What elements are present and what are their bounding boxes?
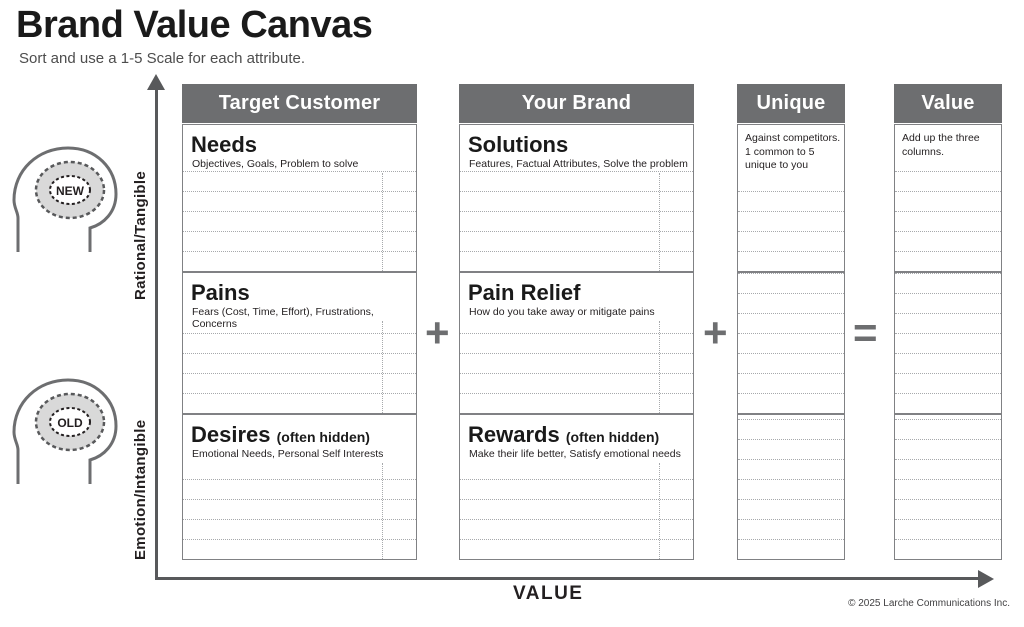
write-line[interactable]	[183, 353, 416, 373]
panel-needs[interactable]	[182, 124, 417, 272]
write-line[interactable]	[738, 393, 844, 413]
write-line[interactable]	[460, 479, 693, 499]
write-line[interactable]	[183, 191, 416, 211]
panel-value-middle[interactable]	[894, 272, 1002, 414]
panel-rewards[interactable]	[459, 414, 694, 560]
panel-desc-rewards: Make their life better, Satisfy emotional needs	[469, 448, 681, 461]
panel-desc-pain-relief: How do you take away or mitigate pains	[469, 306, 655, 319]
panel-unique-bottom[interactable]	[737, 414, 845, 560]
persona-head-old-icon	[8, 372, 128, 492]
write-line[interactable]	[738, 231, 844, 251]
write-line[interactable]	[895, 539, 1001, 559]
persona-label-new: NEW	[56, 184, 84, 198]
panel-desc-solutions: Features, Factual Attributes, Solve the problem	[469, 158, 688, 171]
write-line[interactable]	[895, 373, 1001, 393]
write-line[interactable]	[183, 519, 416, 539]
write-line[interactable]	[895, 231, 1001, 251]
write-line[interactable]	[460, 191, 693, 211]
write-line[interactable]	[895, 313, 1001, 333]
write-line[interactable]	[738, 519, 844, 539]
write-lines-desires[interactable]	[183, 479, 416, 559]
write-line[interactable]	[460, 333, 693, 353]
panel-title-needs: Needs	[191, 132, 258, 157]
write-line[interactable]	[460, 393, 693, 413]
write-line[interactable]	[460, 373, 693, 393]
write-line[interactable]	[895, 293, 1001, 313]
panel-title-rewards	[468, 423, 693, 446]
vertical-axis-line	[155, 88, 158, 580]
write-line[interactable]	[738, 273, 844, 293]
write-line[interactable]	[895, 333, 1001, 353]
write-line[interactable]	[183, 499, 416, 519]
write-line[interactable]	[738, 539, 844, 559]
write-line[interactable]	[895, 439, 1001, 459]
horizontal-axis-arrow-icon	[978, 570, 994, 588]
write-line[interactable]	[738, 499, 844, 519]
write-line[interactable]	[895, 273, 1001, 293]
panel-title-solutions: Solutions	[468, 132, 569, 157]
axis-label-rational: Rational/Tangible	[132, 171, 149, 300]
write-lines-needs[interactable]	[183, 171, 416, 271]
write-line[interactable]	[895, 479, 1001, 499]
write-line[interactable]	[738, 459, 844, 479]
write-line[interactable]	[738, 211, 844, 231]
write-lines-unique-middle[interactable]	[738, 273, 844, 413]
write-line[interactable]	[895, 393, 1001, 413]
column-header-your-brand: Your Brand	[459, 84, 694, 123]
panel-title-desires-text: Desires	[191, 422, 271, 447]
write-line[interactable]	[895, 459, 1001, 479]
panel-unique-middle[interactable]	[737, 272, 845, 414]
panel-desc-pains: Fears (Cost, Time, Effort), Frustrations, Concerns	[192, 306, 374, 331]
write-line[interactable]	[460, 171, 693, 191]
write-line[interactable]	[738, 353, 844, 373]
write-line[interactable]	[738, 251, 844, 271]
write-line[interactable]	[895, 171, 1001, 191]
panel-desires[interactable]	[182, 414, 417, 560]
panel-solutions[interactable]	[459, 124, 694, 272]
panel-desc-unique: Against competitors. 1 common to 5 unique to you	[745, 132, 841, 172]
panel-pain-relief[interactable]	[459, 272, 694, 414]
axis-label-value: VALUE	[513, 583, 584, 604]
panel-value-bottom[interactable]	[894, 414, 1002, 560]
write-line[interactable]	[460, 231, 693, 251]
write-line[interactable]	[738, 191, 844, 211]
panel-unique-top[interactable]	[737, 124, 845, 272]
write-lines-unique-top[interactable]	[738, 191, 844, 271]
write-lines-solutions[interactable]	[460, 171, 693, 271]
column-header-target-customer: Target Customer	[182, 84, 417, 123]
panel-title-desires-note: (often hidden)	[276, 429, 370, 445]
panel-value-top[interactable]	[894, 124, 1002, 272]
write-lines-pains[interactable]	[183, 333, 416, 413]
write-line[interactable]	[895, 191, 1001, 211]
panel-desc-needs: Objectives, Goals, Problem to solve	[192, 158, 359, 171]
write-line[interactable]	[183, 373, 416, 393]
write-line[interactable]	[738, 419, 844, 439]
page-title: Brand Value Canvas	[16, 4, 373, 46]
copyright-notice: © 2025 Larche Communications Inc.	[848, 598, 1010, 609]
write-line[interactable]	[183, 231, 416, 251]
write-line[interactable]	[738, 479, 844, 499]
panel-desc-desires: Emotional Needs, Personal Self Interests	[192, 448, 384, 461]
write-lines-pain-relief[interactable]	[460, 333, 693, 413]
panel-title-desires	[191, 423, 416, 446]
persona-label-old: OLD	[57, 416, 83, 430]
write-line[interactable]	[460, 251, 693, 271]
panel-title-pain-relief: Pain Relief	[468, 280, 581, 305]
write-line[interactable]	[183, 211, 416, 231]
write-line[interactable]	[183, 539, 416, 559]
panel-title-rewards-text: Rewards	[468, 422, 560, 447]
write-line[interactable]	[895, 251, 1001, 271]
write-line[interactable]	[738, 313, 844, 333]
write-line[interactable]	[183, 479, 416, 499]
persona-head-new-icon	[8, 140, 128, 260]
write-line[interactable]	[738, 439, 844, 459]
panel-title-rewards-note: (often hidden)	[565, 429, 660, 445]
axis-label-emotional: Emotion/Intangible	[132, 419, 149, 560]
write-line[interactable]	[183, 333, 416, 353]
write-line[interactable]	[895, 353, 1001, 373]
write-line[interactable]	[460, 499, 693, 519]
write-lines-value-top[interactable]	[895, 171, 1001, 271]
panel-pains[interactable]	[182, 272, 417, 414]
write-line[interactable]	[460, 353, 693, 373]
write-line[interactable]	[460, 519, 693, 539]
write-line[interactable]	[895, 519, 1001, 539]
panel-desc-value: Add up the three columns.	[902, 132, 980, 158]
write-line[interactable]	[895, 499, 1001, 519]
write-line[interactable]	[895, 211, 1001, 231]
write-lines-rewards[interactable]	[460, 479, 693, 559]
horizontal-axis-line	[155, 577, 980, 580]
write-lines-unique-bottom[interactable]	[738, 419, 844, 559]
write-line[interactable]	[183, 393, 416, 413]
column-header-value: Value	[894, 84, 1002, 123]
write-line[interactable]	[738, 333, 844, 353]
write-line[interactable]	[460, 211, 693, 231]
write-line[interactable]	[738, 293, 844, 313]
write-line[interactable]	[895, 419, 1001, 439]
write-line[interactable]	[738, 373, 844, 393]
vertical-axis-arrow-icon	[147, 74, 165, 90]
write-line[interactable]	[183, 171, 416, 191]
page-subtitle: Sort and use a 1-5 Scale for each attribute.	[19, 50, 306, 67]
column-header-unique: Unique	[737, 84, 845, 123]
write-lines-value-middle[interactable]	[895, 273, 1001, 413]
operator-equals: =	[853, 309, 878, 356]
panel-title-pains: Pains	[191, 280, 250, 305]
write-lines-value-bottom[interactable]	[895, 419, 1001, 559]
operator-plus-2: +	[703, 309, 728, 356]
operator-plus-1: +	[425, 309, 450, 356]
write-line[interactable]	[460, 539, 693, 559]
write-line[interactable]	[183, 251, 416, 271]
